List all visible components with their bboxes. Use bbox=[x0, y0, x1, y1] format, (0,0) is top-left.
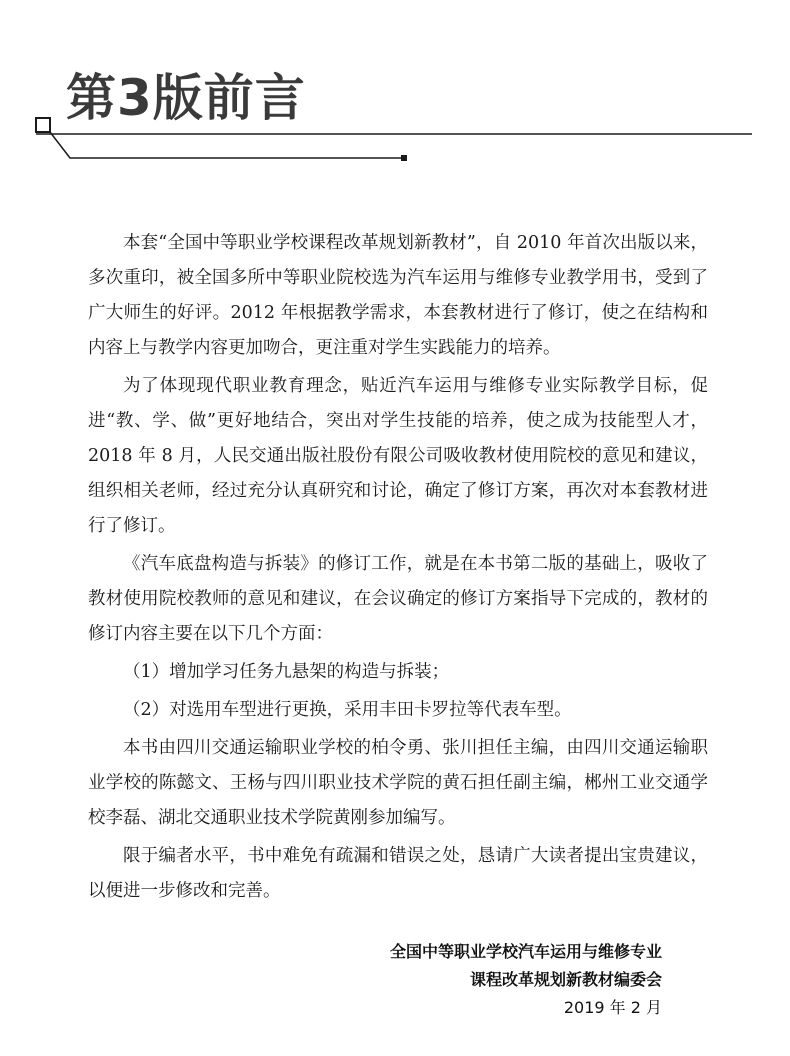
signature-date: 2019 年 2 月 bbox=[563, 998, 662, 1017]
signature-line-2: 课程改革规划新教材编委会 bbox=[469, 970, 662, 989]
signature-line-1: 全国中等职业学校汽车运用与维修专业 bbox=[389, 942, 662, 961]
paragraph-5: 限于编者水平，书中难免有疏漏和错误之处，恳请广大读者提出宝贵建议，以便进一步修改和完善。 bbox=[88, 846, 708, 901]
paragraph-1: 本套“全国中等职业学校课程改革规划新教材”，自 2010 年首次出版以来，多次重印，被全国多所中等职业院校选为汽车运用与维修专业教学用书，受到了广大师生的好评。2012 年根据教学需求，本套教材进行了修订，使之在结构和内容上与教学内容更加吻合，更注重对学生实践能力的培养。 bbox=[88, 233, 708, 358]
paragraph-4: 本书由四川交通运输职业学校的柏令勇、张川担任主编，由四川交通运输职业学校的陈懿文、王杨与四川职业技术学院的黄石担任副主编，郴州工业交通学校李磊、湖北交通职业技术学院黄刚参加编写。 bbox=[88, 738, 708, 828]
page-header bbox=[0, 0, 790, 170]
list-item-2: （2）对选用车型进行更换，采用丰田卡罗拉等代表车型。 bbox=[123, 700, 572, 720]
header-decoration bbox=[0, 0, 790, 170]
list-item-1: （1）增加学习任务九悬架的构造与拆装； bbox=[123, 662, 450, 682]
preface-body bbox=[88, 226, 708, 912]
header-underline bbox=[50, 132, 404, 158]
end-dot-icon bbox=[401, 155, 407, 161]
signature-block bbox=[390, 938, 662, 1022]
paragraph-3: 《汽车底盘构造与拆装》的修订工作，就是在本书第二版的基础上，吸收了教材使用院校教师的意见和建议，在会议确定的修订方案指导下完成的，教材的修订内容主要在以下几个方面： bbox=[88, 554, 708, 644]
paragraph-2: 为了体现现代职业教育理念，贴近汽车运用与维修专业实际教学目标，促进“教、学、做”更好地结合，突出对学生技能的培养，使之成为技能型人才，2018 年 8 月，人民交通出版社股份有限公司吸收教材使用院校的意见和建议，组织相关老师，经过充分认真研究和讨论，确定了修订方案，再次对本套教材进行了修订。 bbox=[88, 376, 708, 536]
page-title: 第3版前言 bbox=[66, 69, 306, 127]
corner-square-icon bbox=[36, 118, 50, 132]
